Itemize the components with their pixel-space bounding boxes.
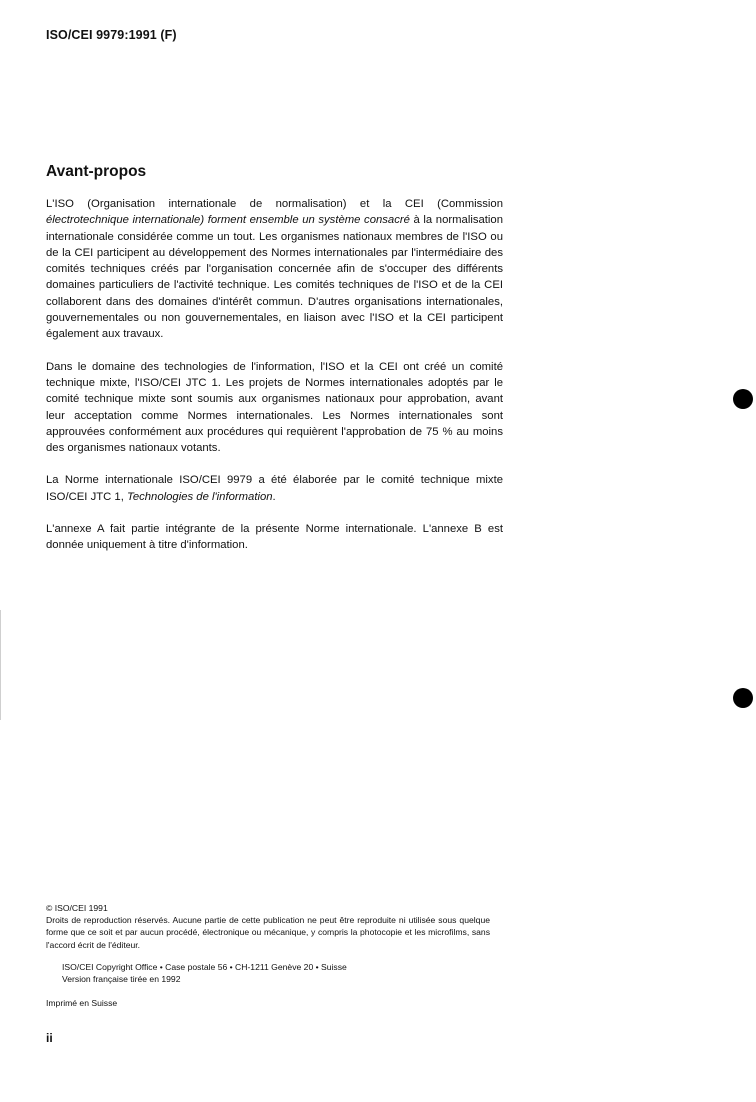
section-title: Avant-propos [46,163,147,180]
paragraph-text: L'ISO (Organisation internationale de normalisation) et la CEI (Commission [46,198,503,210]
punch-hole-mark [733,389,753,409]
paragraph-text: La Norme internationale ISO/CEI 9979 a été élaborée par le comité technique mixte ISO/CEI JTC 1, [46,474,503,503]
paragraph-italic-text: Technologies de l'information [126,490,273,503]
paragraph-italic-text: électrotechnique internationale) forment ensemble un système consacré [46,214,410,227]
paragraph-elaboration [46,472,503,505]
paragraph-jtc1: Dans le domaine des technologies de l'information, l'ISO et la CEI ont créé un comité technique mixte, l'ISO/CEI JTC 1. Les projets de Normes internationales adoptés par le comité technique mixte sont soumis aux organismes nationaux pour approbation, avant leur acceptation comme Normes internationales. Les Normes internationales sont approuvées conformément aux procédures qui requièrent l'approbation de 75 % au moins des organismes nationaux votants. [46,360,503,455]
foreword-body [46,196,503,570]
paragraph-annexes: L'annexe A fait partie intégrante de la présente Norme internationale. L'annexe B est donnée uniquement à titre d'information. [46,523,503,552]
paragraph-iso-cei-intro [46,196,503,343]
rights-notice: Droits de reproduction réservés. Aucune partie de cette publication ne peut être reproduite ni utilisée sous quelque forme que ce soit et par aucun procédé, électronique ou mécanique, y compris la photocopie et les microfilms, sans l'accord écrit de l'éditeur. [46,915,490,950]
copyright-office-address: ISO/CEI Copyright Office • Case postale 56 • CH-1211 Genève 20 • Suisse [62,961,347,972]
punch-hole-mark [733,688,753,708]
paragraph-text: à la normalisation internationale considérée comme un tout. Les organismes nationaux membres de l'ISO ou de la CEI participent au développement des Normes internationales par l'intermédiaire des comités techniques créés par l'organisation concernée afin de s'occuper des différents domaines particuliers de l'activité technique. Les comités techniques de l'ISO et de la CEI collaborent dans des domaines d'intérêt commun. D'autres organisations internationales, gouvernementales ou non gouvernementales, en liaison avec l'ISO et la CEI participent également aux travaux. [46,214,503,341]
scan-edge-mark [0,610,1,720]
copyright-footer [46,902,490,1009]
paragraph-text: . [272,490,276,503]
printed-in: Imprimé en Suisse [46,998,118,1009]
version-note: Version française tirée en 1992 [62,974,181,985]
copyright-office-block [62,961,490,985]
copyright-line: © ISO/CEI 1991 [46,903,108,913]
page-number: ii [46,1031,53,1045]
document-identifier: ISO/CEI 9979:1991 (F) [46,28,177,42]
